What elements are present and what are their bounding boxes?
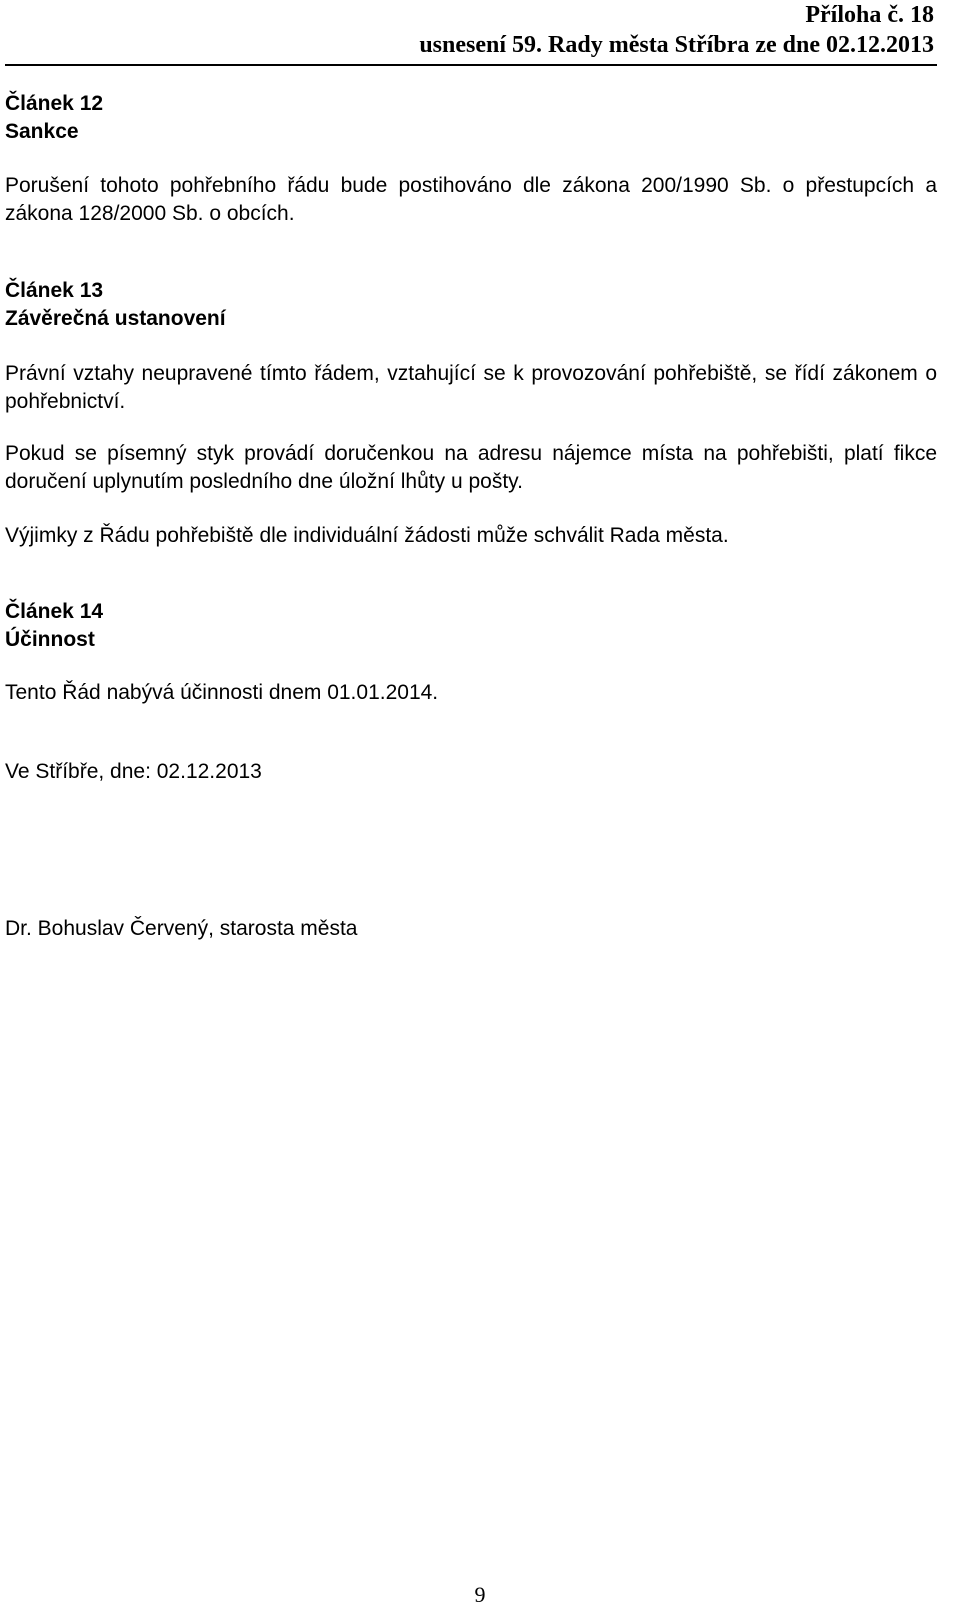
article-13-paragraph-2: Pokud se písemný styk provádí doručenkou na adresu nájemce místa na pohřebišti, platí fikce doručení uplynutím posledního dne úložní lhůty u pošty. — [5, 442, 937, 493]
article-13-number: Článek 13 — [5, 279, 104, 302]
article-14-paragraph: Tento Řád nabývá účinnosti dnem 01.01.2014. — [5, 681, 439, 704]
article-13-heading — [5, 277, 937, 333]
article-14-heading — [5, 598, 937, 654]
article-12-title: Sankce — [5, 120, 79, 143]
header-divider — [5, 64, 937, 66]
place-and-date: Ve Stříbře, dne: 02.12.2013 — [5, 760, 262, 783]
article-12-heading — [5, 90, 937, 146]
article-13-paragraph-3: Výjimky z Řádu pohřebiště dle individuální žádosti může schválit Rada města. — [5, 524, 729, 547]
article-13-title: Závěrečná ustanovení — [5, 307, 226, 330]
page-number: 9 — [474, 1582, 486, 1607]
article-13-paragraph-1: Právní vztahy neupravené tímto řádem, vztahující se k provozování pohřebiště, se řídí zákonem o pohřebnictví. — [5, 362, 937, 413]
document-header — [419, 0, 934, 60]
article-12-paragraph: Porušení tohoto pohřebního řádu bude postihováno dle zákona 200/1990 Sb. o přestupcích a zákona 128/2000 Sb. o obcích. — [5, 174, 937, 225]
article-12-number: Článek 12 — [5, 92, 104, 115]
article-14-title: Účinnost — [5, 628, 95, 651]
resolution-reference: usnesení 59. Rady města Stříbra ze dne 02.12.2013 — [419, 32, 934, 58]
annex-label: Příloha č. 18 — [805, 2, 934, 28]
signature: Dr. Bohuslav Červený, starosta města — [5, 917, 358, 940]
article-14-number: Článek 14 — [5, 600, 104, 623]
